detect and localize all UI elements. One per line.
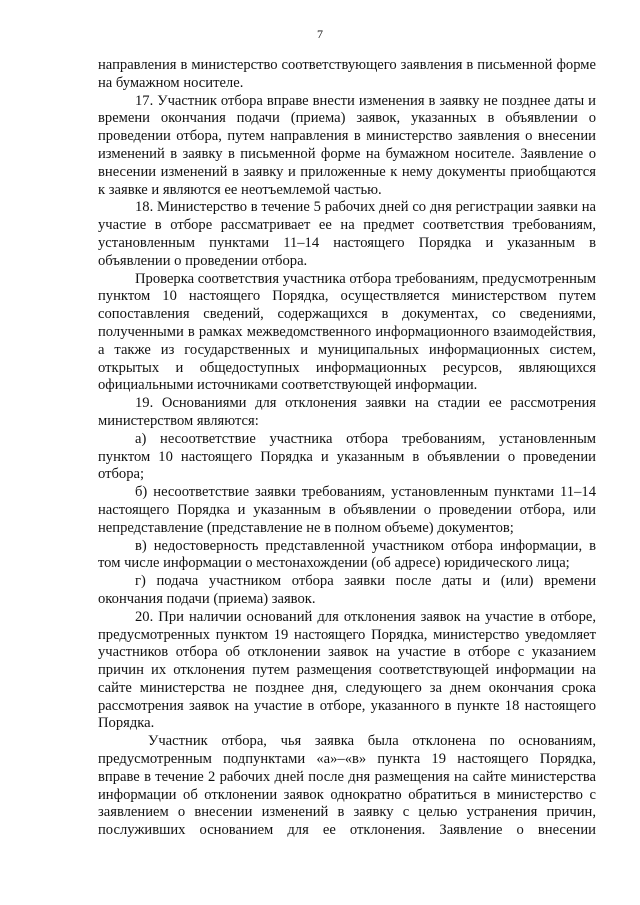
paragraph-item-19-g: г) подача участником отбора заявки после даты и (или) времени окончания подачи (приема) заявок. xyxy=(98,573,596,607)
paragraph-item-18-verification: Проверка соответствия участника отбора требованиям, предусмотренным пунктом 10 настоящего Порядка, осуществляется министерством путем сопоставления сведений, содержащихся в документах, со сведениями, полученными в рамках межведомственного информационного взаимодействия, а также из государственных и муниципальных информационных систем, открытых и общедоступных информационных ресурсов, являющихся официальными источниками соответствующей информации. xyxy=(98,270,596,394)
paragraph-continuation: направления в министерство соответствующего заявления в письменной форме на бумажном носителе. xyxy=(98,57,596,91)
paragraph-item-18: 18. Министерство в течение 5 рабочих дней со дня регистрации заявки на участие в отборе рассматривает ее на предмет соответствия требованиям, установленным пунктами 11–14 настоящего Порядка и указанным в объявлении о проведении отбора. xyxy=(98,199,596,269)
paragraph-item-20: 20. При наличии оснований для отклонения заявок на участие в отборе, предусмотренных пунктом 19 настоящего Порядка, министерство уведомляет участников отбора об отклонении заявок на участие в отборе с указанием причин их отклонения путем размещения соответствующей информации на сайте министерства не позднее дня, следующего за днем окончания срока рассмотрения заявок на участие в отборе, указанного в пункте 18 настоящего Порядка. xyxy=(98,608,596,732)
paragraph-item-17: 17. Участник отбора вправе внести изменения в заявку не позднее даты и времени окончания подачи (приема) заявок, указанных в объявлении о проведении отбора, путем направления в министерство заявления о внесении изменений в заявку в письменной форме на бумажном носителе. Заявление о внесении изменений в заявку и приложенные к нему документы приобщаются к заявке и являются ее неотъемлемой частью. xyxy=(98,92,596,198)
paragraph-item-20-appeal: Участник отбора, чья заявка была отклонена по основаниям, предусмотренным подпунктами «а»–«в» пункта 19 настоящего Порядка, вправе в течение 2 рабочих дней после дня размещения на сайте министерства информации об отклонении заявок однократно обратиться в министерство с заявлением о внесении изменений в заявку с целью устранения причин, послуживших основанием для ее отклонения. Заявление о внесении xyxy=(98,733,596,839)
paragraph-item-19: 19. Основаниями для отклонения заявки на стадии ее рассмотрения министерством являются: xyxy=(98,395,596,429)
paragraph-item-19-a: а) несоответствие участника отбора требованиям, установленным пунктом 10 настоящего Порядка и указанным в объявлении о проведении отбора; xyxy=(98,430,596,483)
paragraph-item-19-b: б) несоответствие заявки требованиям, установленным пунктами 11–14 настоящего Порядка и указанным в объявлении о проведении отбора, или непредставление (представление не в полном объеме) документов; xyxy=(98,484,596,536)
document-body xyxy=(98,57,596,840)
paragraph-item-19-v: в) недостоверность представленной участником отбора информации, в том числе информации о местонахождении (об адресе) юридического лица; xyxy=(98,537,596,572)
page-number: 7 xyxy=(317,27,323,41)
